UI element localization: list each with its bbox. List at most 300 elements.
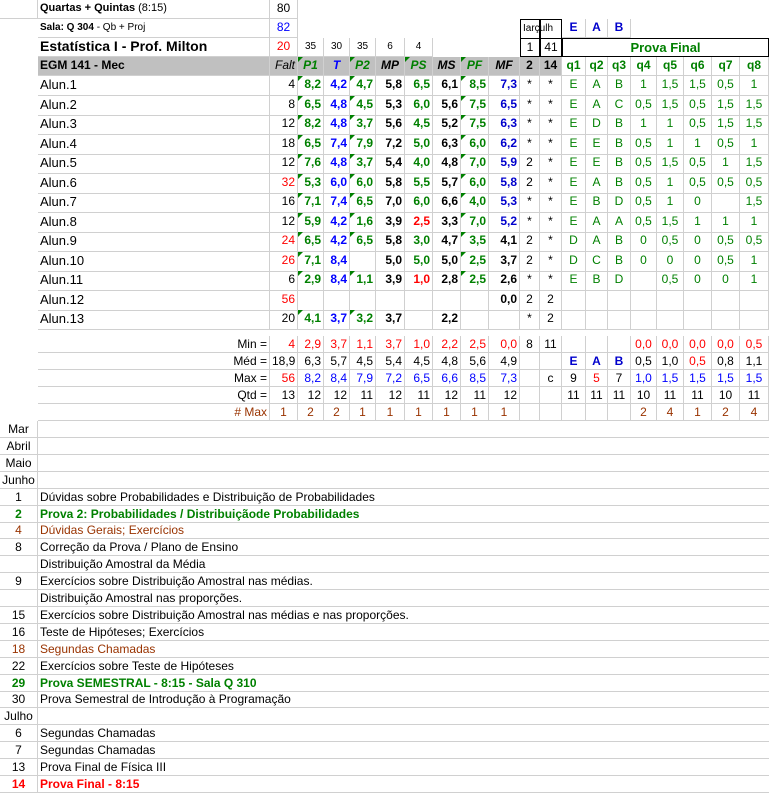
stat-value[interactable]: 8,2 [298,370,324,387]
question-7[interactable]: 1 [712,213,740,233]
grade-mp[interactable]: 3,9 [376,213,405,233]
grade-ms[interactable]: 6,6 [433,193,461,213]
question-1[interactable]: E [562,193,586,213]
grade-mp[interactable]: 7,2 [376,135,405,155]
question-2[interactable]: B [586,193,608,213]
column-header[interactable]: Falt [270,57,298,76]
question-2[interactable]: B [586,271,608,291]
question-6[interactable]: 0,5 [684,96,712,116]
stat-value[interactable]: 1 [270,404,298,421]
stat-value[interactable]: 6,3 [298,353,324,370]
calendar-event[interactable]: Segundas Chamadas [38,725,769,742]
grade-b[interactable]: * [540,96,562,116]
stat-value[interactable]: 6,6 [433,370,461,387]
grade-a[interactable]: 2 [520,291,540,311]
stat-value[interactable]: 5,6 [461,353,489,370]
grade-pf[interactable]: 7,5 [461,96,489,116]
grade-t[interactable] [324,291,350,311]
grade-pf[interactable]: 7,5 [461,115,489,135]
grade-p2[interactable] [350,291,376,311]
grade-mf[interactable]: 3,7 [489,252,520,272]
grade-p1[interactable]: 8,2 [298,76,324,96]
stat-question[interactable]: 9 [562,370,586,387]
grade-pf[interactable] [461,291,489,311]
grade-t[interactable]: 4,8 [324,154,350,174]
grade-p2[interactable]: 6,5 [350,193,376,213]
question-7[interactable] [712,291,740,311]
column-header[interactable]: T [324,57,350,76]
stat-label[interactable]: Méd = [38,353,270,370]
small-label[interactable] [540,19,562,38]
question-4[interactable] [631,271,657,291]
calendar-date[interactable]: 29 [0,675,38,692]
question-5[interactable] [657,310,684,330]
grade-ps[interactable]: 6,0 [405,96,433,116]
prova-final-title[interactable]: Prova Final [562,38,769,57]
grade-falt[interactable]: 24 [270,232,298,252]
grade-pf[interactable]: 7,0 [461,213,489,233]
calendar-event[interactable]: Dúvidas Gerais; Exercícios [38,522,769,539]
stat-value[interactable]: 13 [270,387,298,404]
calendar-event[interactable]: Exercícios sobre Distribuição Amostral nas médias. [38,573,769,590]
grade-mf[interactable]: 6,3 [489,115,520,135]
grade-ms[interactable]: 2,2 [433,310,461,330]
grade-falt[interactable]: 12 [270,115,298,135]
grade-mp[interactable]: 7,0 [376,193,405,213]
question-5[interactable]: 1,5 [657,96,684,116]
stat-question[interactable]: 0,5 [684,353,712,370]
question-3[interactable]: D [608,271,631,291]
grade-pf[interactable]: 3,5 [461,232,489,252]
weight-cell[interactable]: 4 [405,38,433,57]
calendar-event[interactable]: Prova Final - 8:15 [38,776,769,793]
stat-question[interactable]: 0,0 [631,336,657,353]
calendar-date[interactable] [0,556,38,573]
grade-a[interactable]: * [520,115,540,135]
calendar-date[interactable]: 16 [0,624,38,641]
grade-ms[interactable]: 4,7 [433,232,461,252]
grade-mf[interactable]: 5,2 [489,213,520,233]
calendar-event[interactable] [38,421,769,438]
stat-question[interactable]: 0,5 [631,353,657,370]
question-5[interactable]: 1,5 [657,76,684,96]
question-7[interactable]: 0,5 [712,174,740,194]
grade-a[interactable]: * [520,76,540,96]
grade-t[interactable]: 3,7 [324,310,350,330]
stat-question[interactable] [562,336,586,353]
calendar-event[interactable]: Prova Semestral de Introdução à Programação [38,691,769,708]
grade-t[interactable]: 4,8 [324,96,350,116]
stat-extra[interactable] [520,370,540,387]
grade-a[interactable]: * [520,96,540,116]
stat-question[interactable]: 1,1 [740,353,769,370]
question-7[interactable]: 1,5 [712,115,740,135]
stat-value[interactable]: 2 [324,404,350,421]
question-5[interactable]: 0,5 [657,232,684,252]
stat-question[interactable] [586,336,608,353]
question-3[interactable] [608,310,631,330]
question-1[interactable]: E [562,115,586,135]
weight-cell[interactable]: 35 [298,38,324,57]
question-8[interactable]: 0,5 [740,232,769,252]
question-4[interactable]: 1 [631,76,657,96]
question-7[interactable]: 0,5 [712,252,740,272]
question-1[interactable] [562,310,586,330]
question-7[interactable]: 1 [712,154,740,174]
grade-t[interactable]: 7,4 [324,193,350,213]
calendar-date[interactable]: Abril [0,438,38,455]
question-1[interactable]: E [562,213,586,233]
grade-a[interactable]: 2 [520,174,540,194]
student-name[interactable]: Alun.5 [38,154,270,174]
weight-cell[interactable]: 30 [324,38,350,57]
question-3[interactable]: B [608,232,631,252]
stat-question[interactable]: 0,0 [684,336,712,353]
question-2[interactable]: A [586,76,608,96]
grade-falt[interactable]: 26 [270,252,298,272]
question-3[interactable]: B [608,154,631,174]
calendar-date[interactable]: 9 [0,573,38,590]
calendar-date[interactable]: Julho [0,708,38,725]
stat-value[interactable]: 3,7 [324,336,350,353]
stat-question[interactable]: 2 [631,404,657,421]
stat-question[interactable]: E [562,353,586,370]
grade-ms[interactable] [433,291,461,311]
stat-question[interactable]: 11 [684,387,712,404]
stat-label[interactable]: Qtd = [38,387,270,404]
grade-pf[interactable]: 6,0 [461,135,489,155]
calendar-event[interactable]: Prova 2: Probabilidades / Distribuiçãode Probabilidades [38,506,769,523]
question-8[interactable]: 1,5 [740,154,769,174]
grade-falt[interactable]: 18 [270,135,298,155]
stat-value[interactable]: 1,0 [405,336,433,353]
grade-p2[interactable]: 7,9 [350,135,376,155]
stat-value[interactable]: 2,2 [433,336,461,353]
grade-p1[interactable]: 6,5 [298,232,324,252]
stat-value[interactable]: 2 [298,404,324,421]
stat-value[interactable]: 4,5 [350,353,376,370]
stat-question[interactable]: 0,5 [740,336,769,353]
question-1[interactable]: E [562,96,586,116]
course-title[interactable]: Estatística I - Prof. Milton [38,38,270,57]
question-2[interactable] [586,291,608,311]
column-header[interactable]: EGM 141 - Mec [38,57,270,76]
stat-value[interactable]: 12 [324,387,350,404]
calendar-event[interactable]: Segundas Chamadas [38,641,769,658]
stat-value[interactable]: 2,5 [461,336,489,353]
column-header[interactable]: q3 [608,57,631,76]
grade-ps[interactable]: 6,5 [405,76,433,96]
student-name[interactable]: Alun.6 [38,174,270,194]
grade-mp[interactable]: 5,4 [376,154,405,174]
stat-value[interactable]: 0,0 [489,336,520,353]
question-4[interactable]: 0,5 [631,193,657,213]
calendar-date[interactable]: Junho [0,472,38,489]
grade-p1[interactable]: 6,5 [298,135,324,155]
column-header[interactable]: PF [461,57,489,76]
grade-pf[interactable]: 2,5 [461,252,489,272]
grade-mf[interactable]: 6,2 [489,135,520,155]
question-7[interactable] [712,310,740,330]
room-value[interactable]: 82 [270,19,298,38]
grade-ps[interactable]: 1,0 [405,271,433,291]
column-header[interactable]: q4 [631,57,657,76]
grade-falt[interactable]: 16 [270,193,298,213]
question-4[interactable]: 0,5 [631,174,657,194]
grade-falt[interactable]: 56 [270,291,298,311]
grade-ps[interactable]: 2,5 [405,213,433,233]
stat-question[interactable]: 11 [740,387,769,404]
schedule-label[interactable]: Quartas + Quintas (8:15) [38,0,270,19]
question-2[interactable]: A [586,96,608,116]
calendar-date[interactable]: 15 [0,607,38,624]
stat-extra[interactable]: 8 [520,336,540,353]
calendar-event[interactable]: Segundas Chamadas [38,742,769,759]
grade-p1[interactable]: 5,9 [298,213,324,233]
grade-falt[interactable]: 32 [270,174,298,194]
grade-a[interactable]: * [520,271,540,291]
question-6[interactable]: 1 [684,135,712,155]
column-header[interactable]: MS [433,57,461,76]
schedule-value[interactable]: 80 [270,0,298,19]
grade-mp[interactable]: 5,8 [376,174,405,194]
student-name[interactable]: Alun.11 [38,271,270,291]
question-6[interactable]: 1 [684,213,712,233]
calendar-date[interactable]: 13 [0,759,38,776]
stat-question[interactable]: A [586,353,608,370]
stat-value[interactable]: 11 [350,387,376,404]
question-6[interactable] [684,291,712,311]
stat-label[interactable]: Max = [38,370,270,387]
grade-ps[interactable]: 6,0 [405,193,433,213]
grade-falt[interactable]: 20 [270,310,298,330]
question-8[interactable]: 1 [740,271,769,291]
grade-b[interactable]: * [540,252,562,272]
grade-mp[interactable]: 3,7 [376,310,405,330]
grade-mf[interactable]: 4,1 [489,232,520,252]
count-41[interactable]: 41 [540,38,562,57]
grade-mp[interactable]: 5,3 [376,96,405,116]
grade-p1[interactable]: 7,6 [298,154,324,174]
stat-question[interactable]: 2 [712,404,740,421]
grade-ms[interactable]: 3,3 [433,213,461,233]
question-5[interactable]: 1,5 [657,213,684,233]
stat-question[interactable]: 0,8 [712,353,740,370]
grade-ms[interactable]: 2,8 [433,271,461,291]
grade-t[interactable]: 4,2 [324,232,350,252]
weight-cell[interactable]: 6 [376,38,405,57]
stat-question[interactable] [586,404,608,421]
calendar-date[interactable]: 4 [0,522,38,539]
question-7[interactable]: 1,5 [712,96,740,116]
grade-b[interactable]: * [540,115,562,135]
question-8[interactable]: 1 [740,213,769,233]
column-header[interactable]: q6 [684,57,712,76]
grade-a[interactable]: 2 [520,252,540,272]
column-header[interactable]: 2 [520,57,540,76]
grade-ms[interactable]: 5,2 [433,115,461,135]
column-header[interactable]: MF [489,57,520,76]
stat-value[interactable]: 2,9 [298,336,324,353]
stat-value[interactable]: 12 [376,387,405,404]
question-1[interactable]: D [562,252,586,272]
question-8[interactable] [740,291,769,311]
grade-p1[interactable]: 5,3 [298,174,324,194]
question-1[interactable]: E [562,154,586,174]
calendar-event[interactable] [38,438,769,455]
student-name[interactable]: Alun.9 [38,232,270,252]
stat-value[interactable]: 1 [405,404,433,421]
stat-value[interactable]: 18,9 [270,353,298,370]
grade-falt[interactable]: 6 [270,271,298,291]
question-6[interactable]: 0 [684,271,712,291]
question-6[interactable]: 0 [684,193,712,213]
question-5[interactable]: 1 [657,135,684,155]
grade-t[interactable]: 4,2 [324,213,350,233]
calendar-date[interactable]: 8 [0,539,38,556]
student-name[interactable]: Alun.7 [38,193,270,213]
grade-p2[interactable]: 1,1 [350,271,376,291]
stat-question[interactable]: 4 [657,404,684,421]
stat-extra[interactable] [540,387,562,404]
grade-p1[interactable]: 8,2 [298,115,324,135]
stat-question[interactable]: 7 [608,370,631,387]
calendar-event[interactable]: Prova SEMESTRAL - 8:15 - Sala Q 310 [38,675,769,692]
question-4[interactable]: 0,5 [631,154,657,174]
question-3[interactable]: B [608,76,631,96]
stat-extra[interactable]: c [540,370,562,387]
grade-mf[interactable]: 0,0 [489,291,520,311]
grade-p2[interactable]: 3,2 [350,310,376,330]
grade-ms[interactable]: 6,3 [433,135,461,155]
question-3[interactable]: C [608,96,631,116]
grade-mf[interactable]: 5,8 [489,174,520,194]
question-7[interactable]: 0,5 [712,232,740,252]
question-7[interactable]: 0 [712,271,740,291]
grade-a[interactable]: * [520,310,540,330]
grade-ps[interactable] [405,291,433,311]
calendar-date[interactable]: 1 [0,489,38,506]
grade-t[interactable]: 4,8 [324,115,350,135]
stat-question[interactable]: B [608,353,631,370]
student-name[interactable]: Alun.13 [38,310,270,330]
grade-ps[interactable]: 5,5 [405,174,433,194]
question-5[interactable]: 1 [657,193,684,213]
column-header[interactable]: P2 [350,57,376,76]
stat-question[interactable] [562,404,586,421]
stat-value[interactable]: 12 [298,387,324,404]
eab-E[interactable]: E [562,19,586,38]
grade-a[interactable]: 2 [520,154,540,174]
student-name[interactable]: Alun.4 [38,135,270,155]
student-name[interactable]: Alun.12 [38,291,270,311]
question-4[interactable]: 0 [631,252,657,272]
grade-ms[interactable]: 5,0 [433,252,461,272]
stat-question[interactable]: 1 [684,404,712,421]
stat-question[interactable]: 11 [657,387,684,404]
stat-extra[interactable] [540,404,562,421]
calendar-date[interactable]: 6 [0,725,38,742]
grade-p2[interactable] [350,252,376,272]
stat-value[interactable]: 8,5 [461,370,489,387]
grade-ps[interactable] [405,310,433,330]
grade-a[interactable]: * [520,193,540,213]
calendar-date[interactable]: 14 [0,776,38,793]
stat-value[interactable]: 8,4 [324,370,350,387]
calendar-event[interactable]: Exercícios sobre Teste de Hipóteses [38,658,769,675]
grade-mf[interactable]: 6,5 [489,96,520,116]
stat-question[interactable]: 11 [586,387,608,404]
grade-mf[interactable]: 7,3 [489,76,520,96]
grade-pf[interactable]: 7,0 [461,154,489,174]
question-4[interactable]: 0,5 [631,96,657,116]
grade-t[interactable]: 8,4 [324,271,350,291]
question-8[interactable]: 1,5 [740,193,769,213]
question-8[interactable]: 0,5 [740,174,769,194]
stat-question[interactable]: 0,0 [712,336,740,353]
grade-p1[interactable]: 7,1 [298,252,324,272]
stat-value[interactable]: 7,9 [350,370,376,387]
calendar-date[interactable] [0,590,38,607]
grade-b[interactable]: * [540,135,562,155]
grade-mp[interactable] [376,291,405,311]
stat-value[interactable]: 11 [461,387,489,404]
question-5[interactable]: 1,5 [657,154,684,174]
stat-value[interactable]: 1,1 [350,336,376,353]
question-1[interactable]: D [562,232,586,252]
calendar-date[interactable]: 18 [0,641,38,658]
grade-p1[interactable]: 4,1 [298,310,324,330]
question-3[interactable]: A [608,213,631,233]
question-2[interactable]: D [586,115,608,135]
question-6[interactable]: 0,5 [684,174,712,194]
student-name[interactable]: Alun.2 [38,96,270,116]
grade-mp[interactable]: 3,9 [376,271,405,291]
grade-ps[interactable]: 4,0 [405,154,433,174]
stat-extra[interactable] [520,404,540,421]
stat-question[interactable]: 5 [586,370,608,387]
stat-question[interactable]: 1,5 [657,370,684,387]
calendar-event[interactable]: Distribuição Amostral nas proporções. [38,590,769,607]
stat-question[interactable]: 10 [712,387,740,404]
calendar-event[interactable]: Correção da Prova / Plano de Ensino [38,539,769,556]
grade-p1[interactable] [298,291,324,311]
question-3[interactable]: B [608,135,631,155]
stat-value[interactable]: 1 [376,404,405,421]
stat-extra[interactable]: 11 [540,336,562,353]
stat-extra[interactable] [520,353,540,370]
stat-question[interactable]: 1,5 [740,370,769,387]
grade-a[interactable]: 2 [520,232,540,252]
question-4[interactable]: 1 [631,115,657,135]
eab-B[interactable]: B [608,19,631,38]
question-4[interactable]: 0,5 [631,135,657,155]
student-name[interactable]: Alun.1 [38,76,270,96]
calendar-date[interactable]: Maio [0,455,38,472]
stat-value[interactable]: 3,7 [376,336,405,353]
calendar-date[interactable]: 7 [0,742,38,759]
calendar-event[interactable]: Dúvidas sobre Probabilidades e Distribuição de Probabilidades [38,489,769,506]
calendar-event[interactable] [38,455,769,472]
column-header[interactable]: q8 [740,57,769,76]
stat-extra[interactable] [520,387,540,404]
grade-ms[interactable]: 6,1 [433,76,461,96]
question-4[interactable] [631,310,657,330]
grade-ps[interactable]: 3,0 [405,232,433,252]
question-2[interactable] [586,310,608,330]
question-2[interactable]: A [586,174,608,194]
question-6[interactable]: 0,5 [684,154,712,174]
